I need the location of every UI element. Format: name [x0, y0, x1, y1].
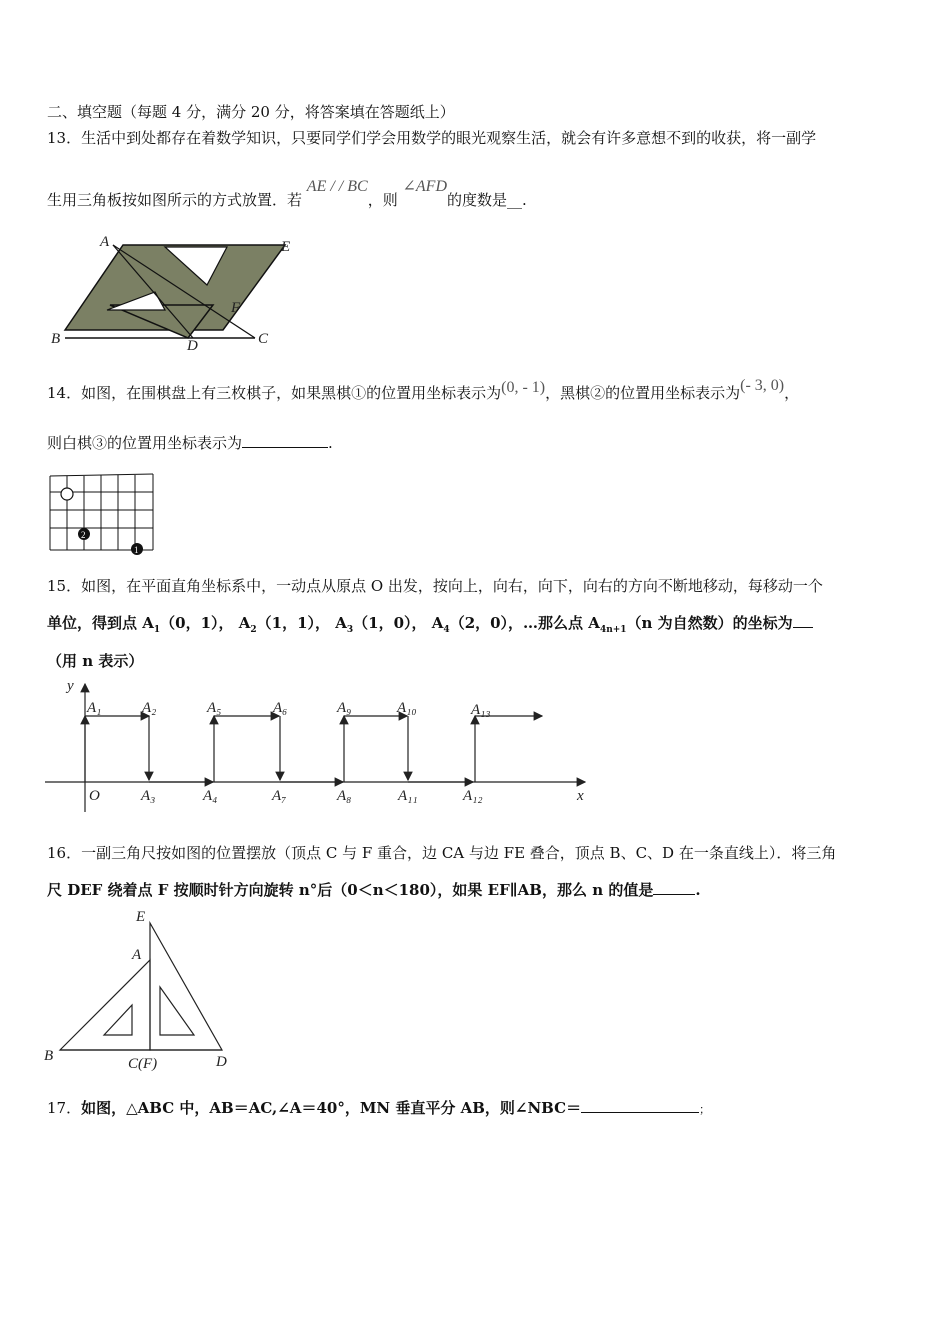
q15-line3 — [47, 651, 143, 671]
q16-line1 — [47, 843, 836, 863]
q13-label-F: F — [231, 300, 241, 316]
q13-label-E: E — [281, 239, 291, 255]
q13-label-B: B — [51, 331, 61, 347]
q16-label-CF: C(F) — [128, 1056, 158, 1072]
q14-line2 — [47, 433, 333, 453]
q14-line1 — [47, 377, 800, 404]
q14-number: 14． — [47, 384, 82, 402]
q15-p2-sub: 2 — [250, 625, 257, 635]
q16-text-line1: 一副三角尺按如图的位置摆放（顶点 C 与 F 重合，边 CA 与边 FE 叠合，顶点 B、C、D 在一条直线上）．将三角 — [81, 844, 837, 862]
label-A1: A₁ — [87, 700, 102, 716]
q15-line1 — [47, 576, 823, 596]
q13-math-ae-bc: AE / / BC — [306, 178, 368, 195]
q14-math-black1: (0, - 1) — [501, 379, 546, 396]
q15-axis-x: x — [577, 788, 584, 804]
label-A7: A₇ — [272, 788, 287, 804]
q13-label-A: A — [100, 234, 110, 250]
q15-origin: O — [89, 788, 100, 804]
q14-go-board — [47, 472, 159, 557]
label-A11: A₁₁ — [398, 788, 418, 804]
q14-text-a: 如图，在围棋盘上有三枚棋子，如果黑棋①的位置用坐标表示为 — [81, 384, 502, 402]
q15-p5-coord: （n 为自然数）的坐标为 — [626, 614, 793, 632]
q17-line — [47, 1098, 710, 1120]
black-stone-2-label: 2 — [81, 530, 86, 540]
q13-text-b: ，则 — [367, 191, 398, 209]
label-A2: A₂ — [142, 700, 157, 716]
q17-answer-blank[interactable] — [581, 1098, 699, 1113]
label-A6: A₆ — [273, 700, 288, 716]
q16-number: 16． — [47, 844, 82, 862]
q15-coordinate-figure — [45, 672, 595, 817]
q14-text-end: . — [328, 434, 333, 452]
q15-p1-sub: 1 — [153, 625, 161, 635]
q16-label-D: D — [216, 1054, 227, 1070]
q15-line2 — [47, 613, 813, 640]
q16-figure — [42, 905, 242, 1075]
label-A4: A₄ — [203, 788, 218, 804]
q16-line2 — [47, 880, 701, 900]
q14-text-b: ，黑棋②的位置用坐标表示为 — [545, 384, 741, 402]
label-A8: A₈ — [337, 788, 352, 804]
black-stone-1-label: 1 — [134, 545, 139, 555]
triangle-DEF — [150, 923, 222, 1050]
q15-p4-sub: 4 — [443, 625, 450, 635]
q15-p2-coord: （1，1）， — [256, 614, 331, 632]
q17-text: 如图，△ABC 中，AB＝AC,∠A＝40°，MN 垂直平分 AB，则∠NBC＝ — [81, 1099, 582, 1117]
q16-text-line2: 尺 DEF 绕着点 F 按顺时针方向旋转 n°后（0＜n＜180），如果 EF∥AB，那么 n 的值是 — [47, 881, 654, 899]
q17-number: 17． — [47, 1099, 82, 1117]
section-heading: 二、填空题（每题 4 分，满分 20 分，将答案填在答题纸上） — [47, 103, 455, 121]
q13-figure — [45, 230, 305, 355]
q15-p3-coord: （1，0）， — [353, 614, 427, 632]
q15-p2-name: A — [238, 614, 251, 632]
q15-axis-y: y — [67, 678, 74, 694]
q15-p3-sub: 3 — [346, 625, 354, 635]
label-A9: A₉ — [337, 700, 352, 716]
white-stone-3 — [61, 488, 73, 500]
q15-p5-sub: 4n+1 — [599, 625, 627, 635]
label-A10: A₁₀ — [397, 700, 417, 716]
label-A5: A₅ — [207, 700, 222, 716]
q14-math-black2: (- 3, 0) — [740, 377, 785, 394]
q15-p3-name: A — [335, 614, 347, 632]
q15-p4-name: A — [431, 614, 444, 632]
triangle-ABC — [60, 960, 150, 1050]
q13-line1 — [47, 128, 816, 148]
q15-text-line3: （用 n 表示） — [47, 652, 144, 670]
q15-p1-coord: （0，1）， — [160, 614, 234, 632]
q16-label-B: B — [44, 1048, 54, 1064]
q16-answer-blank[interactable] — [653, 880, 695, 895]
q15-text-a: 单位，得到点 A — [47, 614, 154, 632]
q15-number: 15． — [47, 577, 82, 595]
q16-label-E: E — [136, 909, 146, 925]
q15-answer-blank[interactable] — [793, 613, 813, 628]
label-A3: A₃ — [141, 788, 156, 804]
q13-text-a: 生用三角板按如图所示的方式放置．若 — [47, 191, 303, 209]
q13-math-angle-afd: ∠AFD — [402, 178, 447, 195]
q16-label-A: A — [132, 947, 142, 963]
label-A12: A₁₂ — [463, 788, 483, 804]
q13-label-C: C — [258, 331, 269, 347]
q15-text-line1: 如图，在平面直角坐标系中，一动点从原点 O 出发，按向上，向右，向下，向右的方向不断地移动，每移动一个 — [81, 577, 823, 595]
q15-p4-coord: （2，0），…那么点 — [449, 614, 584, 632]
q15-p5-name: A — [588, 614, 600, 632]
q14-answer-blank[interactable] — [242, 433, 328, 448]
triangle-ABC-inner — [104, 1005, 132, 1035]
q13-text-c: 的度数是__. — [447, 191, 527, 209]
q13-label-D: D — [187, 338, 198, 354]
q14-text-line2: 则白棋③的位置用坐标表示为 — [47, 434, 243, 452]
q13-number: 13． — [47, 129, 82, 147]
q13-line2 — [47, 178, 527, 211]
label-A13: A₁₃ — [471, 702, 491, 718]
q13-text-line1: 生活中到处都存在着数学知识，只要同学们学会用数学的眼光观察生活，就会有许多意想不到的收获，将一副学 — [81, 129, 817, 147]
q16-text-end: . — [695, 881, 701, 899]
q14-text-c: ， — [784, 384, 800, 402]
triangle-DEF-inner — [160, 987, 194, 1035]
q17-text-end: ； — [699, 1103, 711, 1116]
